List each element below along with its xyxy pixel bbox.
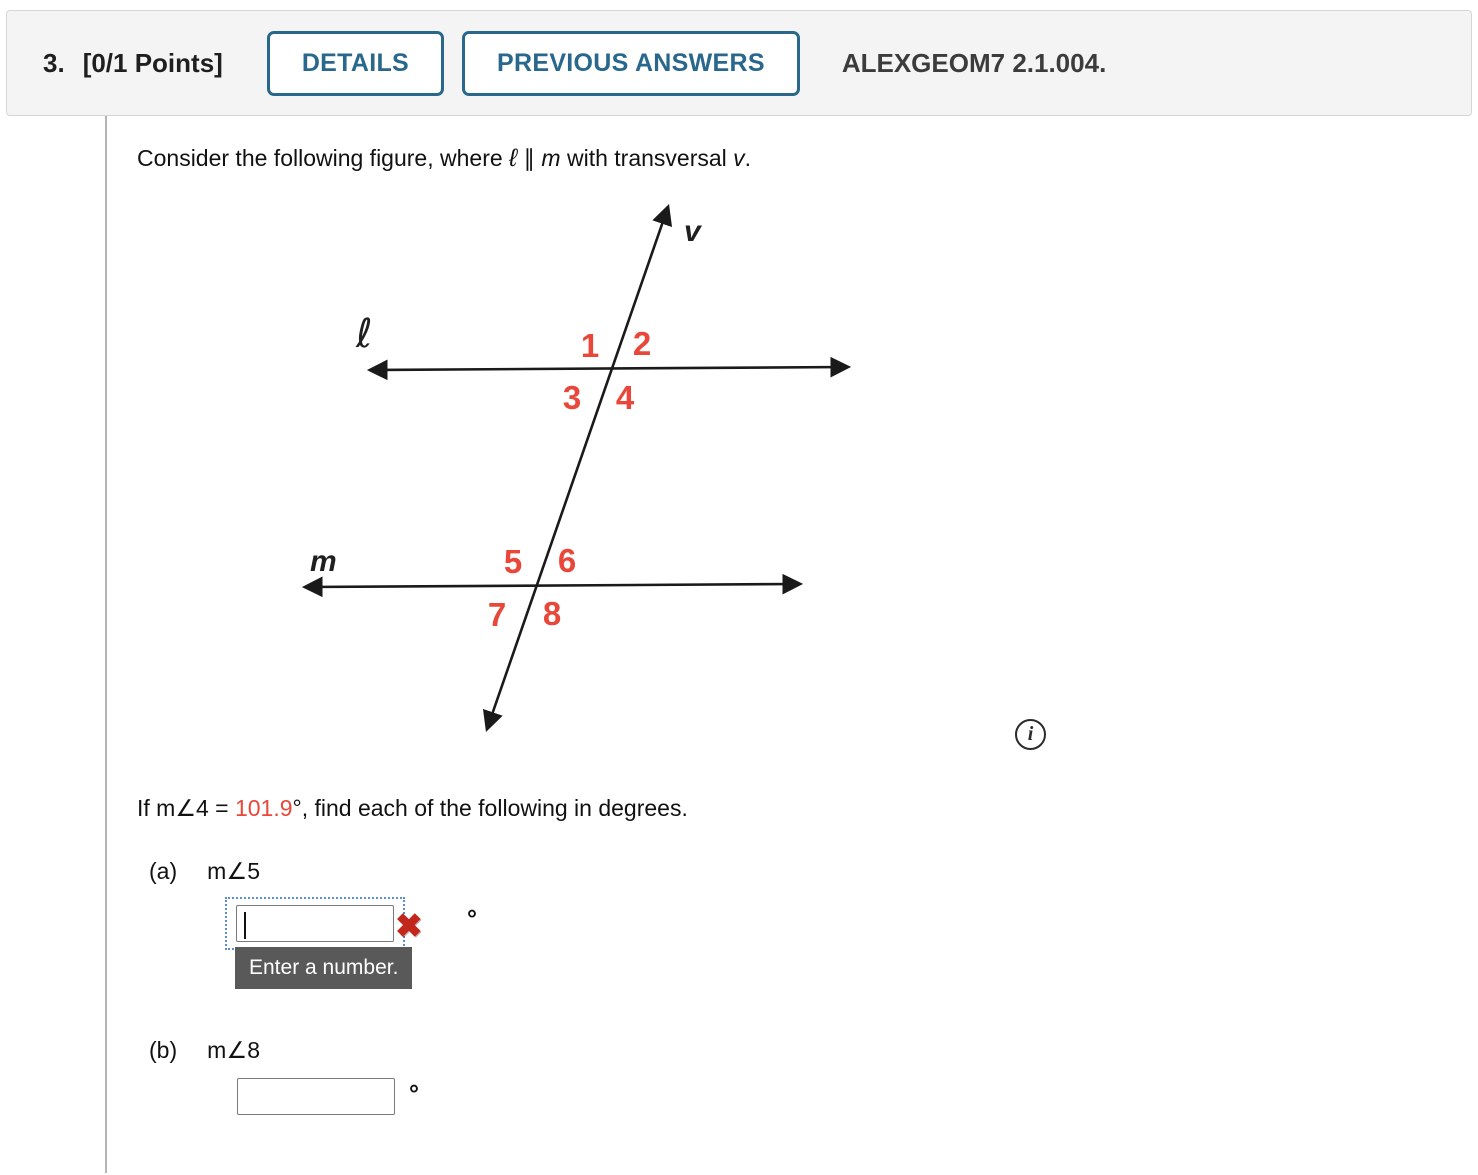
line-m-symbol: m bbox=[541, 145, 561, 171]
part-b-row bbox=[137, 1037, 1478, 1064]
line-l bbox=[370, 367, 848, 370]
line-l-label: ℓ bbox=[356, 311, 373, 357]
part-a-row bbox=[137, 858, 1478, 885]
parallel-symbol: ∥ bbox=[523, 145, 536, 171]
assignment-code: ALEXGEOM7 2.1.004. bbox=[841, 47, 1107, 78]
part-b-answer-area bbox=[237, 1078, 1478, 1115]
info-icon[interactable] bbox=[1015, 719, 1046, 750]
angle-7-label: 7 bbox=[487, 596, 507, 633]
line-m-label: m bbox=[310, 545, 337, 578]
figure-container bbox=[137, 189, 1478, 771]
angle-5-label: 5 bbox=[503, 543, 523, 580]
angle-1-label: 1 bbox=[580, 327, 600, 364]
intro-text-mid: with transversal bbox=[560, 145, 734, 171]
question-number: 3. bbox=[43, 47, 65, 78]
part-a-answer-area bbox=[225, 897, 1478, 1001]
line-m bbox=[305, 584, 800, 587]
intro-text-before: Consider the following figure, where bbox=[137, 145, 510, 171]
part-b-label: (b) bbox=[149, 1037, 178, 1063]
condition-suffix: °, find each of the following in degrees. bbox=[292, 795, 688, 821]
answer-a-input[interactable] bbox=[236, 905, 394, 942]
text-caret bbox=[244, 912, 246, 939]
info-icon-glyph: i bbox=[1027, 723, 1034, 745]
line-l-symbol: ℓ bbox=[509, 144, 518, 172]
transversal-symbol: v bbox=[733, 145, 745, 171]
angle-6-label: 6 bbox=[557, 542, 577, 579]
incorrect-x-icon: ✖ bbox=[395, 907, 423, 944]
answer-b-input[interactable] bbox=[237, 1078, 395, 1115]
question-header bbox=[6, 10, 1472, 116]
question-content bbox=[105, 116, 1478, 1173]
parallel-lines-figure bbox=[280, 189, 900, 754]
part-b-quantity: m∠8 bbox=[207, 1037, 261, 1063]
question-intro bbox=[137, 144, 1478, 173]
answer-b-degree-sign: ° bbox=[409, 1080, 419, 1108]
points-badge: [0/1 Points] bbox=[82, 47, 223, 78]
angle-2-label: 2 bbox=[632, 325, 652, 362]
condition-prefix: If m∠4 = bbox=[137, 795, 235, 821]
transversal-v bbox=[487, 207, 668, 729]
answer-a-degree-sign: ° bbox=[467, 905, 477, 933]
answer-a-tooltip: Enter a number. bbox=[235, 947, 412, 989]
part-a-label: (a) bbox=[149, 858, 178, 884]
angle-4-label: 4 bbox=[615, 379, 635, 416]
answer-a-focus-ring bbox=[225, 897, 405, 950]
angle-8-label: 8 bbox=[542, 595, 562, 632]
transversal-label: v bbox=[684, 215, 701, 248]
given-angle-value: 101.9 bbox=[234, 795, 293, 821]
part-a-quantity: m∠5 bbox=[207, 858, 261, 884]
previous-answers-button[interactable]: PREVIOUS ANSWERS bbox=[462, 31, 800, 96]
intro-text-end: . bbox=[744, 145, 752, 171]
condition-text bbox=[137, 795, 1478, 822]
details-button[interactable]: DETAILS bbox=[267, 31, 444, 96]
angle-3-label: 3 bbox=[562, 379, 582, 416]
